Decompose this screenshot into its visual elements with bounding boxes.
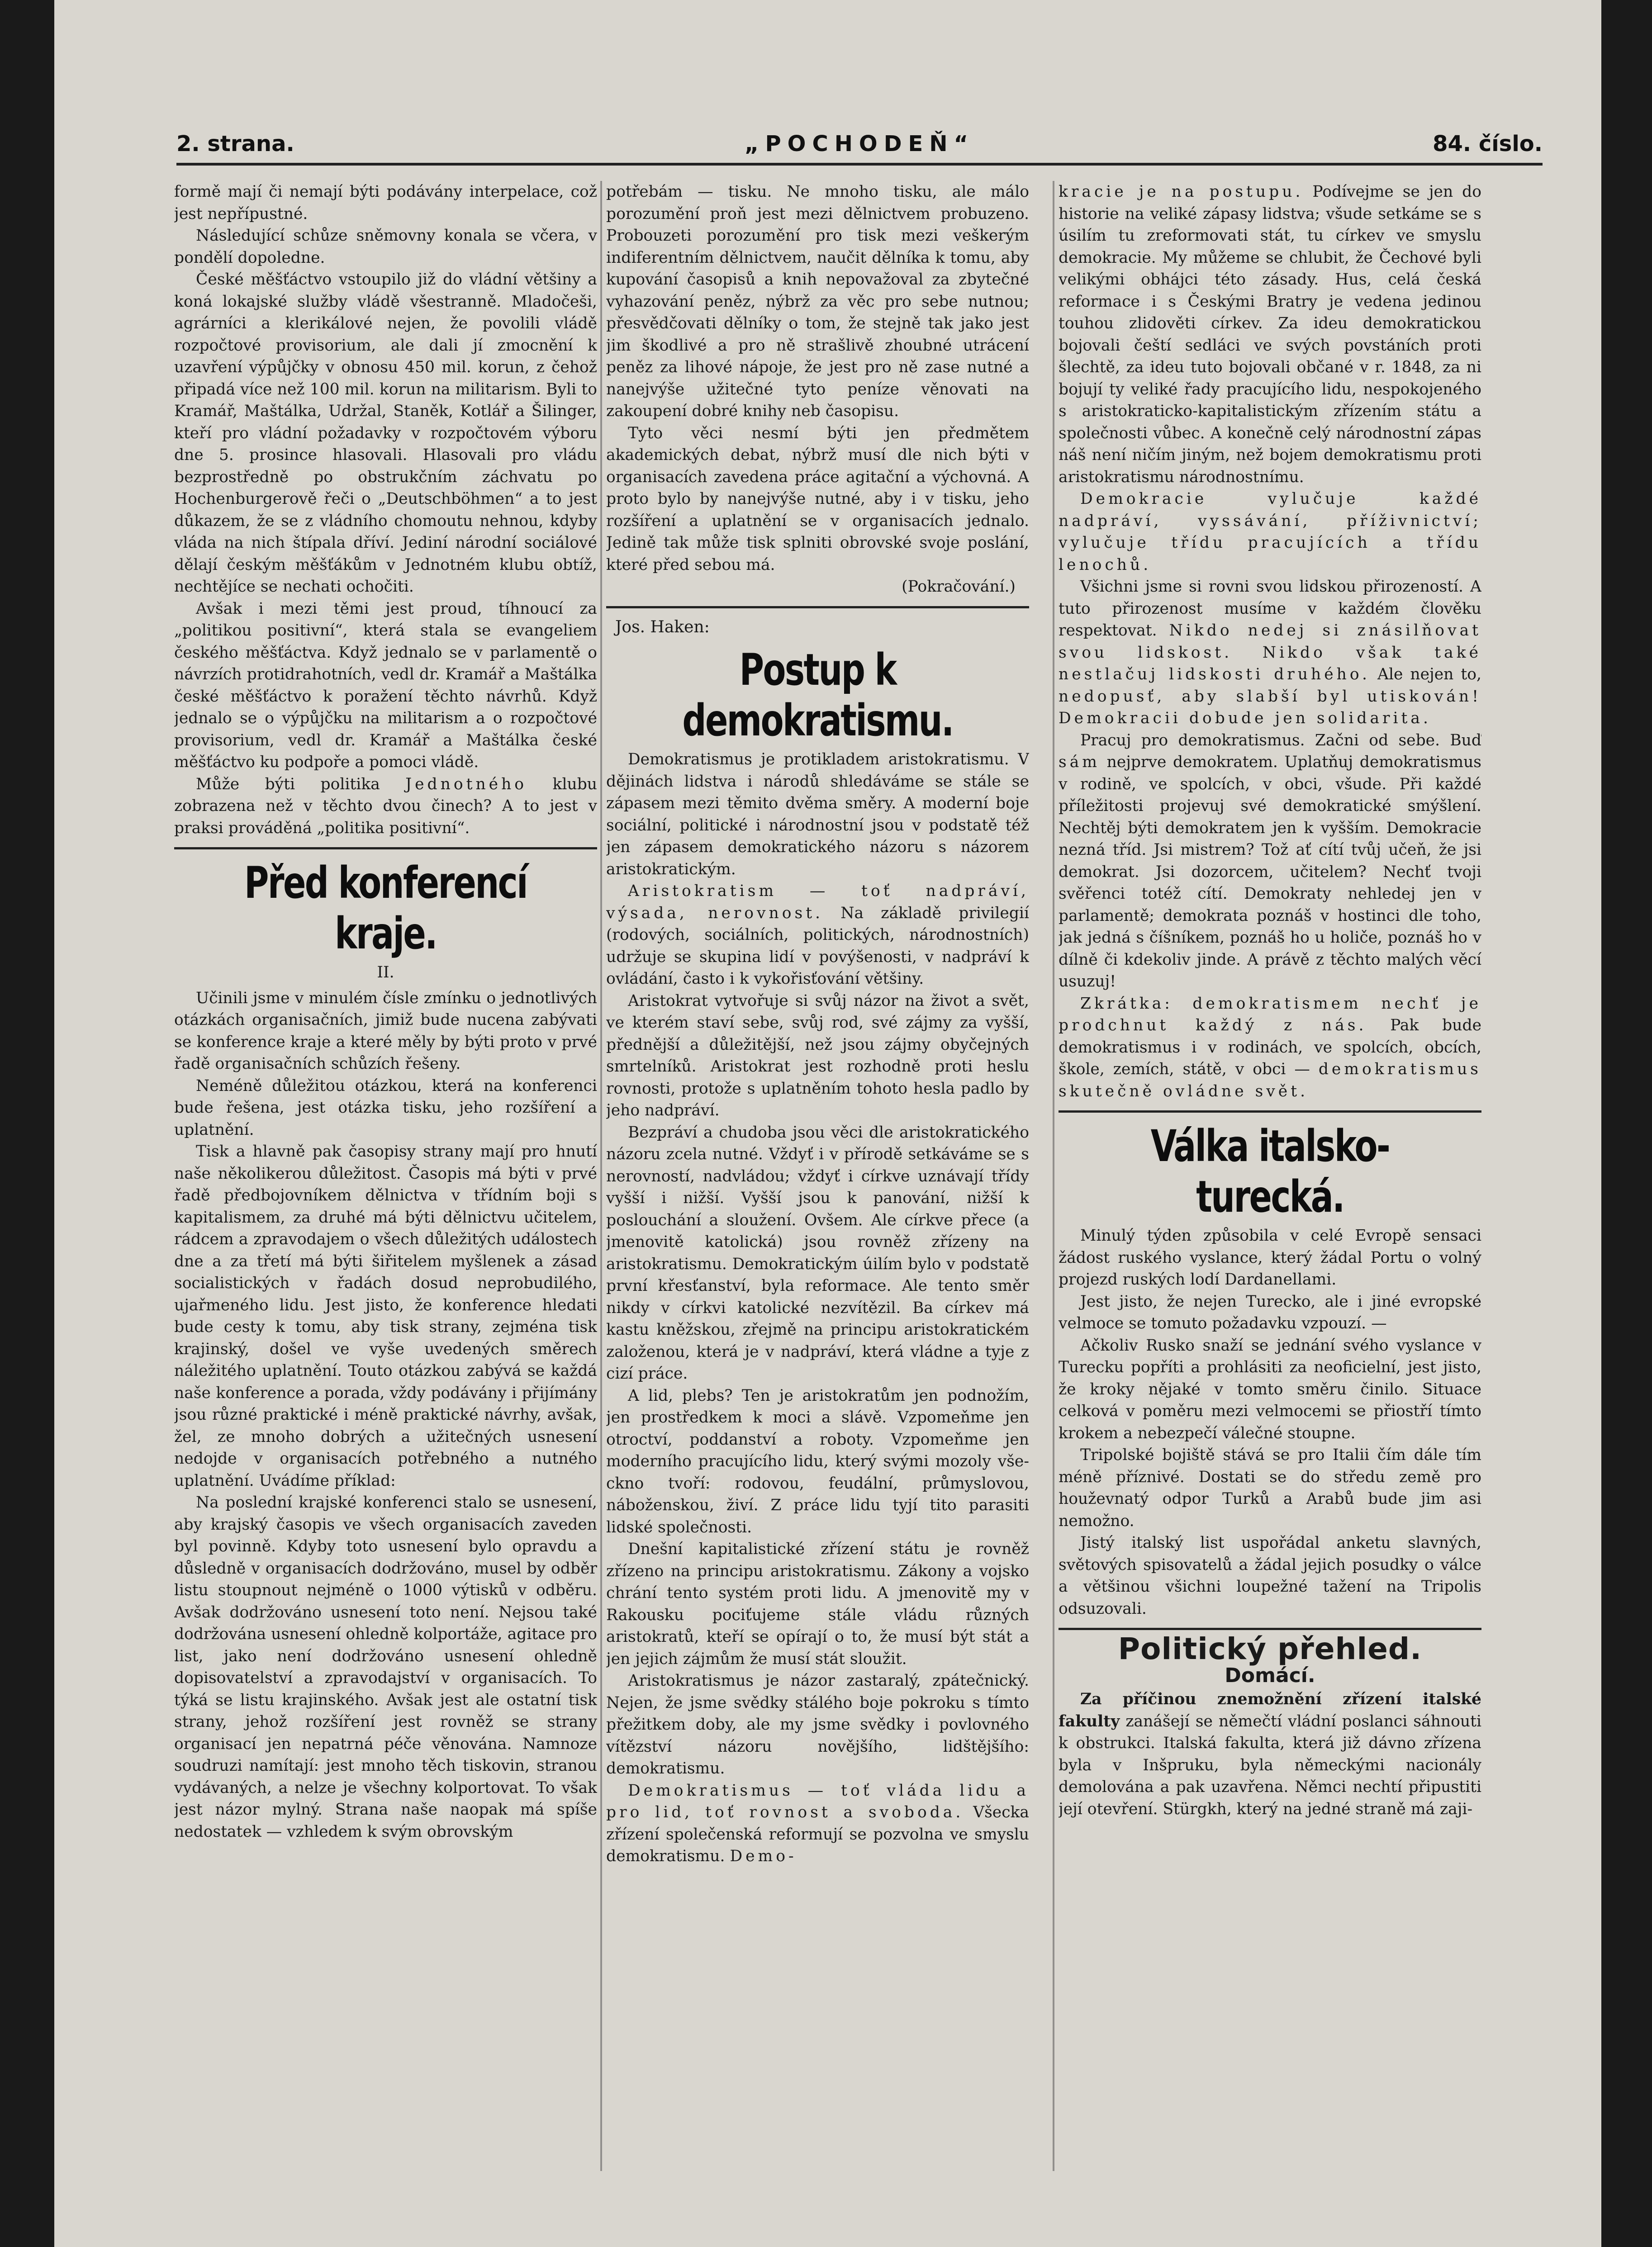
- text-run: nejprve demokratem. Uplatňuj demokratismus v rodině, ve spolcích, v obci, všude. Při každé příležitosti projevuj své demokratické smýšlení. Nechtěj býti demokratem jen k vyšším. Demokracie nezná tříd. Jsi mistrem? Tož ať cítí tvůj učeň, že jsi demokrat. Jsi dozorcem, učitelem? Nechť tvoji svěřenci totéž cítí. Demokraty nehledej jen v parlamentě; demokrata poznáš v hostinci dle toho, jak jedná s číšníkem, poznáš ho u holiče, poznáš ho v dílně či kdekoliv jinde. A právě z těchto malých věcí usuzuj!: [1059, 753, 1481, 991]
- spaced-text: Jednotného: [405, 775, 527, 793]
- paragraph: Bezpráví a chudoba jsou věci dle aristokratického názoru zcela nutné. Vždyť i v přírodě setkáváme se s nerovností, nadvládou; vždyť i církve uznávají třídy vyšší i nižší. Vyšší jsou k panování, nižší k poslouchání a sloužení. Ovšem. Ale církve přece (a jmenovitě katolická) jsou rovněž zřízeny na aristokratismu. Demokratickým úilím bylo v podstatě první křesťanství, byla reformace. Ale tento směr nikdy v církvi katolické nezvítězil. Ba církev má kastu kněžskou, zřejmě na principu aristokratickém založenou, která je v nadpráví, která vládne a tyje z cizí práce.: [606, 1123, 1029, 1383]
- paragraph: Dnešní kapitalistické zřízení státu je rovněž zřízeno na principu aristokratismu. Zákony a vojsko chrání tento systém proti lidu. A jmenovitě my v Rakousku pociťujeme stále vládu různých aristokratů, kteří se opírají o to, že musí být stát a jen jejich zájmům že musí stát sloužit.: [606, 1540, 1029, 1668]
- paragraph: [606, 1780, 1029, 1868]
- paragraph: České měšťáctvo vstoupilo již do vládní většiny a koná lokajské služby vládě všestranně. Mladočeši, agrárníci a klerikálové nejen, že povolili vládě rozpočtové provisorium, ale dali jí zmocnění k uzavření výpůjčky v obnosu 450 mil. korun, z čehož připadá více než 100 mil. korun na militarism. Byli to Kramář, Maštálka, Udržal, Staněk, Kotlář a Šilinger, kteří pro vládní požadavky v rozpočtovém výboru dne 5. prosince hlasovali. Hlasovali pro vládu bezprostředně po obstrukčním záchvatu po Hochenburgerově řeči o „Deutschböhmen“ a to jest důkazem, že se z vládního chomoutu nehnou, kdyby vláda na nich štípala dříví. Jediní národní sociálové dělají českým měšťákům v Jednotném klubu obtíž, nechtějíce se nechati ochočiti.: [174, 270, 597, 596]
- paragraph: potřebám — tisku. Ne mnoho tisku, ale málo porozumění proň jest mezi dělnictvem probuzeno. Probouzeti porozumění pro tisk mezi veškerým indiferentním dělnictvem, naučit dělníka k tomu, aby kupování časopisů a knih nepovažoval za zbytečné vyhazování peněz, nýbrž za věc pro sebe nutnou; přesvědčovati dělníky o tom, že stejně tak jako jest jim škodlivé a pro ně strašlivě zhoubné utrácení peněz za lihové nápoje, že jest pro ně zase nutné a nanejvýše užitečné tyto peníze věnovati na zakoupení dobré knihy neb časopisu.: [606, 183, 1029, 420]
- text-run: klubu zobrazena než v těchto dvou činech? A to jest v praksi prováděná „politika positivní“.: [174, 775, 597, 837]
- text-run: Pracuj pro demokratismus. Začni od sebe. Buď: [1080, 731, 1481, 749]
- text-run: Může býti politika: [196, 775, 380, 793]
- article-author: Jos. Haken:: [615, 617, 710, 636]
- spaced-text: Nikdo nedej si znásilňovat svou lidskost. Nikdo však také nestlačuj lidskosti druhého.: [1059, 621, 1481, 683]
- bold-lead: Za příčinou znemožnění zřízení italské fakulty: [1059, 1690, 1481, 1730]
- page-header: [176, 113, 1543, 166]
- divider: [1059, 1110, 1481, 1113]
- column-2: [606, 181, 1029, 2180]
- paragraph: Minulý týden způsobila v celé Evropě sensaci žádost ruského vyslance, který žádal Portu o volný projezd ruských lodí Dardanellami.: [1059, 1227, 1481, 1289]
- paragraph: Neméně důležitou otázkou, která na konferenci bude řešena, jest otázka tisku, jeho rozšíření a uplatnění.: [174, 1076, 597, 1139]
- paragraph: Demokracie vylučuje každé nadpráví, vyssávání, příživnictví; vylučuje třídu pracujících a třídu lenochů.: [1059, 490, 1481, 574]
- paragraph: Tyto věci nesmí býti jen předmětem akademických debat, nýbrž musí dle nich býti v organisacích zavedena práce agitační a výchovná. A proto bylo by nanejvýše nutné, aby i v tisku, jeho rozšíření a uplatnění se v organisacích jednalo. Jedině tak může tisk splniti obrovské svoje poslání, které před sebou má.: [606, 424, 1029, 574]
- text-run: Pak bude demokratismus i v rodinách, ve spolcích, obcích, škole, zemích, státě, v obci —: [1059, 1016, 1481, 1078]
- paragraph: Následující schůze sněmovny konala se včera, v pondělí dopoledne.: [174, 227, 597, 267]
- text-run: zanášejí se němečtí vládní poslanci sáhnouti k obstrukci. Italská fakulta, která již dávno zřízena byla v Inšpruku, byla německými nacionály demolována a pak uzavřena. Němci nechtí připustiti její otevření. Stürgkh, který na jedné straně má zaji-: [1059, 1712, 1481, 1818]
- spaced-text: nedopusť, aby slabší byl utiskován! Demokracii dobude jen solidarita.: [1059, 687, 1481, 727]
- page-number: 2. strana.: [176, 131, 294, 156]
- divider: [1059, 1628, 1481, 1630]
- column-divider: [1053, 181, 1054, 2171]
- section-title: Politický přehled.: [1118, 1631, 1422, 1666]
- paragraph: Jest jisto, že nejen Turecko, ale i jiné evropské velmoce se tomuto požadavku vzpouzí. —: [1059, 1292, 1481, 1332]
- spaced-text: demokratismus skutečně ovládne svět.: [1059, 1060, 1481, 1100]
- paragraph: [1059, 576, 1481, 730]
- text-run: Ale nejen to,: [1377, 665, 1481, 683]
- newspaper-title: „POCHODEŇ“: [744, 131, 975, 156]
- divider: [174, 847, 597, 849]
- paragraph: [1059, 730, 1481, 993]
- paragraph: Na poslední krajské konferenci stalo se usnesení, aby krajský časopis ve všech organisacích zaveden byl povinně. Kdyby toto usnesení bylo opravdu a důsledně v organisacích dodržováno, musel by odběr listu stoupnout nejméně o 1000 výtisků v odběru. Avšak dodržováno usnesení toto není. Nejsou také dodržována usnesení ohledně kolportáže, agitace pro list, jako není dodržováno usnesení ohledně dopisovatelství a zpravodajství v organisacích. To týká se listu krajinského. Avšak jest ale ostatní tisk strany, jehož rozšíření jest rovněž se strany organisací jen nepatrná péče věnována. Namnoze soudruzi namítají: jest mnoho těch tiskovin, stranou vydávaných, a nelze je všechny kolportovat. To však jest názor mylný. Strana naše naopak má spíše nedostatek — vzhledem k svým obrovským: [174, 1493, 597, 1841]
- paragraph: Demokratismus je protikladem aristokratismu. V dějinách lidstva i národů shledáváme se stále se zápasem mezi těmito dvěma směry. A moderní boje sociální, politické i národnostní jsou v podstatě též jen zápasem demokratického názoru s názorem aristokratickým.: [606, 750, 1029, 878]
- spaced-text: Demo-: [730, 1847, 797, 1865]
- paragraph: [1059, 993, 1481, 1103]
- paragraph: formě mají či nemají býti podávány interpelace, což jest nepřípustné.: [174, 183, 597, 223]
- spaced-text: Demokratismus — toť vláda lidu a pro lid, toť rovnost a svoboda.: [606, 1781, 1029, 1821]
- paragraph: Avšak i mezi těmi jest proud, tíhnoucí za „politikou positivní“, která stala se evangeliem českého měšťáctva. Když jednalo se v parlamentě o návrzích protidrahotních, vedl dr. Kramář a Maštálka české měšťáctvo k poražení těchto návrhů. Když jednalo se o výpůjčku na militarism a o rozpočtové provisorium, vedl dr. Kramář a Maštálka české měšťáctvo ku podpoře a pomoci vládě.: [174, 599, 597, 771]
- spaced-text: sám: [1059, 753, 1100, 771]
- article-headline: Válka italsko-turecká.: [1150, 1121, 1390, 1222]
- paragraph: A lid, plebs? Ten je aristokratům jen podnožím, jen prostředkem k moci a slávě. Vzpomeňme jen otroctví, poddanství a roboty. Vzpomeňme jen moderního pracujícího lidu, který svými mozoly vše-ckno tvoří: rodovou, feudální, průmyslovou, náboženskou, živí. Z práce lidu tyjí tito parasiti lidské společnosti.: [606, 1386, 1029, 1536]
- spaced-text: Aristokratism — toť nadpráví, výsada, nerovnost.: [606, 882, 1029, 922]
- article-headline: Před konferencí kraje.: [244, 858, 527, 959]
- text-run: Všichni jsme si rovni svou lidskou přirozeností. A tuto přirozenost musíme v každém člověku respektovat.: [1059, 578, 1481, 640]
- paragraph: Ačkoliv Rusko snaží se jednání svého vyslance v Turecku popříti a prohlásiti za neoficielní, jest jisto, že kroky nějaké v tomto směru činilo. Situace celková v poměru mezi velmocemi se přiostří tímto krokem a nebezpečí válečné stoupne.: [1059, 1336, 1481, 1442]
- paragraph: Aristokrat vytvořuje si svůj názor na život a svět, ve kterém staví sebe, svůj rod, své zájmy za vyšší, přednější a důležitější, než jsou zájmy obyčejných smrtelníků. Aristokrat jest rozhodně proti heslu rovnosti, protože s uplatněním tohoto hesla padlo by jeho nadpráví.: [606, 991, 1029, 1119]
- paragraph: Tisk a hlavně pak časopisy strany mají pro hnutí naše několikerou důležitost. Časopis má býti v prvé řadě předbojovníkem dělnictva v třídním boji s kapitalismem, za druhé má býti dělnictvu učitelem, rádcem a zpravodajem o všech důležitých událostech dne a za třetí má býti šiřitelem myšlenek a zásad socialistických v řadách dosud neprobudilého, ujařmeného lidu. Jest jisto, že konference hledati bude cesty k tomu, aby tisk strany, zejména tisk krajinský, došel ve vyše uvedených směrech náležitého uplatnění. Touto otázkou zabývá se každá naše konference a porada, vždy podávány i přijímány jsou různé praktické i méně praktické návrhy, avšak, žel, ze mnoho dobrých a užitečných usnesení nedojde v organisacích potřebného a nutného uplatnění. Uvádíme příklad:: [174, 1142, 597, 1490]
- column-divider: [600, 181, 602, 2171]
- divider: [606, 606, 1029, 608]
- text-run: Podívejme se jen do historie na veliké zápasy lidstva; všude setkáme se s úsilím tu zreformovati stát, tu církev ve smyslu demokracie. My můžeme se chlubit, že Čechové byli velikými obhájci této zásady. Hus, celá česká reformace i s Českými Bratry je vedena jedinou touhou zlidověti církev. Za ideu demokratickou bojovali čeští sedláci ve svých povstáních proti šlechtě, za ideu tuto bojovali občané v r. 1848, za ni bojují ty veliké řady pracujícího lidu, nespokojeného s aristokraticko-kapitalistickým zřízením státu a společnosti vůbec. A konečně celý národnostní zápas náš není ničím jiným, než bojem demokratismu proti aristokratismu národnostnímu.: [1059, 183, 1481, 486]
- paragraph: [174, 773, 597, 839]
- spaced-text: Zkrátka: demokratismem nechť je prodchnut každý z nás.: [1059, 994, 1481, 1034]
- part-number: II.: [377, 963, 394, 981]
- continuation-note: (Pokračování.): [902, 578, 1016, 596]
- issue-number: 84. číslo.: [1433, 131, 1543, 156]
- paragraph: [1059, 181, 1481, 488]
- spaced-text: kracie je na postupu.: [1059, 183, 1304, 201]
- column-3: [1059, 181, 1481, 2180]
- paragraph: Jistý italský list uspořádal anketu slavných, světových spisovatelů a žádal jejich posudky o válce a většinou všichni loupežné tažení na Tripolis odsuzovali.: [1059, 1534, 1481, 1618]
- paragraph: [606, 880, 1029, 990]
- column-1: [174, 181, 597, 2180]
- text-run: Na základě privilegií (rodových, sociálních, politických, národnostních) udržuje se skupina lidí v povýšenosti, v nadpráví k ovládání, často i k vykořisťování většiny.: [606, 904, 1029, 988]
- text-run: Všecka zřízení společenská reformují se pozvolna ve smyslu demokratismu.: [606, 1803, 1029, 1865]
- paragraph: Tripolské bojiště stává se pro Italii čím dále tím méně příznivé. Dostati se do středu země pro houževnatý odpor Turků a Arabů bude jim asi nemožno.: [1059, 1446, 1481, 1530]
- paragraph: [1059, 1688, 1481, 1820]
- paragraph: Aristokratismus je názor zastaralý, zpátečnický. Nejen, že jsme svědky stálého boje pokroku s tímto přežitkem doby, ale my jsme svědky i povlovného vítězství názoru novějšího, lidštějšího: demokratismu.: [606, 1672, 1029, 1778]
- article-headline: Postup k demokratismu.: [682, 645, 953, 746]
- subsection-title: Domácí.: [1225, 1664, 1315, 1687]
- paragraph: Učinili jsme v minulém čísle zmínku o jednotlivých otázkách organisačních, jimiž bude nucena zabývati se konference kraje a které měly by býti proto v prvé řadě organisačních schůzích řešeny.: [174, 989, 597, 1073]
